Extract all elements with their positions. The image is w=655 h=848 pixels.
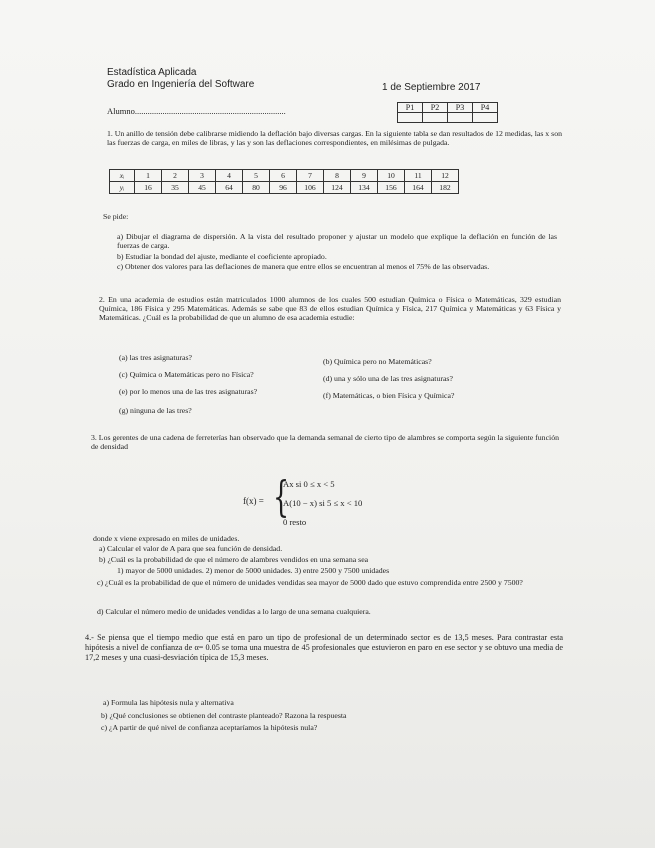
- q4-part-c: c) ¿A partir de qué nivel de confianza aceptaríamos la hipótesis nula?: [101, 723, 318, 732]
- y-cell: 64: [216, 182, 243, 194]
- q3-part-d: d) Calcular el número medio de unidades vendidas a lo largo de una semana cualquiera.: [97, 607, 371, 616]
- score-header-p2: P2: [423, 103, 448, 113]
- x-cell: 8: [324, 170, 351, 182]
- table-row: [110, 170, 459, 182]
- x-cell: 10: [378, 170, 405, 182]
- q1-intro: 1. Un anillo de tensión debe calibrarse midiendo la deflación bajo diversas cargas. En la siguiente tabla se dan resultados de 12 medidas, las x son las fuerzas de carga, en miles de libras, y las y son las deflaciones correspondientes, en milésimas de pulgada.: [107, 129, 562, 148]
- course-title: Estadística Aplicada: [107, 67, 197, 78]
- x-cell: 12: [432, 170, 459, 182]
- y-cell: 35: [162, 182, 189, 194]
- q2-intro: 2. En una academia de estudios están matriculados 1000 alumnos de los cuales 500 estudian Química o Física o Matemáticas, 329 estudian Química, 186 Física y 295 Matemáticas. Además se sabe que 83 de ellos estudian Química y Física, 217 Química y Matemáticas y 63 Física y Matemáticas. ¿Cuál es la probabilidad de que un alumno de esa academia estudie:: [99, 295, 561, 323]
- student-name-field: Alumno.......................................................................: [107, 106, 286, 116]
- brace-symbol: {: [273, 472, 290, 521]
- score-header-p1: P1: [398, 103, 423, 113]
- x-cell: 2: [162, 170, 189, 182]
- q2-option-g: (g) ninguna de las tres?: [119, 406, 192, 415]
- q3-intro: 3. Los gerentes de una cadena de ferreterías han observado que la demanda semanal de cierto tipo de alambres se comporta según la siguiente función de densidad: [91, 433, 559, 452]
- x-cell: 3: [189, 170, 216, 182]
- y-cell: 164: [405, 182, 432, 194]
- q4-part-b: b) ¿Qué conclusiones se obtienen del contraste planteado? Razona la respuesta: [101, 711, 347, 720]
- density-label: f(x) =: [243, 496, 264, 506]
- y-cell: 45: [189, 182, 216, 194]
- row-label-y: yᵢ: [110, 182, 135, 194]
- q1-data-table: [109, 169, 459, 194]
- q4-intro: 4.- Se piensa que el tiempo medio que está en paro un tipo de profesional de un determinado sector es de 13,5 meses. Para contrastar esta hipótesis a nivel de confianza de α= 0.05 se toma una muestra de 45 profesionales que estuvieron en paro en ese sector y se obtuvo una media de 17,2 meses y una cuasi-desviación típica de 15,3 meses.: [85, 633, 563, 663]
- x-cell: 9: [351, 170, 378, 182]
- x-cell: 11: [405, 170, 432, 182]
- y-cell: 134: [351, 182, 378, 194]
- x-cell: 1: [135, 170, 162, 182]
- q4-part-a: a) Formula las hipótesis nula y alternativa: [103, 698, 234, 707]
- table-row: [110, 182, 459, 194]
- q1-se-pide: Se pide:: [103, 212, 129, 221]
- score-cell: [423, 113, 448, 123]
- score-header-p4: P4: [473, 103, 498, 113]
- q2-option-b: (b) Química pero no Matemáticas?: [323, 357, 432, 366]
- q2-option-a: (a) las tres asignaturas?: [119, 353, 192, 362]
- x-cell: 5: [243, 170, 270, 182]
- exam-sheet: [85, 55, 565, 815]
- density-case-1: Ax si 0 ≤ x < 5: [283, 479, 335, 489]
- q2-option-c: (c) Química o Matemáticas pero no Física?: [119, 370, 254, 379]
- q1-part-a: a) Dibujar el diagrama de dispersión. A la vista del resultado proponer y ajustar un modelo que explique la deflación en función de las fuerzas de carga.: [117, 232, 557, 251]
- x-cell: 4: [216, 170, 243, 182]
- q2-option-f: (f) Matemáticas, o bien Física y Química?: [323, 391, 455, 400]
- row-label-x: xᵢ: [110, 170, 135, 182]
- y-cell: 182: [432, 182, 459, 194]
- degree-title: Grado en Ingeniería del Software: [107, 79, 255, 90]
- score-cell: [448, 113, 473, 123]
- density-case-3: 0 resto: [283, 517, 307, 527]
- score-table: [397, 102, 498, 123]
- q1-part-c: c) Obtener dos valores para las deflaciones de manera que entre ellos se encuentran al menos el 75% de las observadas.: [117, 262, 490, 271]
- q3-part-c: c) ¿Cuál es la probabilidad de que el número de unidades vendidas sea mayor de 5000 dado que estuvo comprendida entre 2500 y 7500?: [97, 578, 523, 587]
- y-cell: 156: [378, 182, 405, 194]
- y-cell: 106: [297, 182, 324, 194]
- q2-option-d: (d) una y sólo una de las tres asignaturas?: [323, 374, 453, 383]
- y-cell: 80: [243, 182, 270, 194]
- score-header-p3: P3: [448, 103, 473, 113]
- exam-date: 1 de Septiembre 2017: [382, 82, 481, 93]
- score-cell: [398, 113, 423, 123]
- q2-option-e: (e) por lo menos una de las tres asignaturas?: [119, 387, 258, 396]
- x-cell: 7: [297, 170, 324, 182]
- density-case-2: A(10 − x) si 5 ≤ x < 10: [283, 498, 363, 508]
- y-cell: 16: [135, 182, 162, 194]
- q1-part-b: b) Estudiar la bondad del ajuste, mediante el coeficiente apropiado.: [117, 252, 327, 261]
- q3-part-b-items: 1) mayor de 5000 unidades. 2) menor de 5000 unidades. 3) entre 2500 y 7500 unidades: [117, 566, 390, 575]
- x-cell: 6: [270, 170, 297, 182]
- q3-units: donde x viene expresado en miles de unidades.: [93, 534, 240, 543]
- q3-part-a: a) Calcular el valor de A para que sea función de densidad.: [99, 544, 283, 553]
- y-cell: 124: [324, 182, 351, 194]
- q3-part-b: b) ¿Cuál es la probabilidad de que el número de alambres vendidos en una semana sea: [99, 555, 369, 564]
- score-cell: [473, 113, 498, 123]
- y-cell: 96: [270, 182, 297, 194]
